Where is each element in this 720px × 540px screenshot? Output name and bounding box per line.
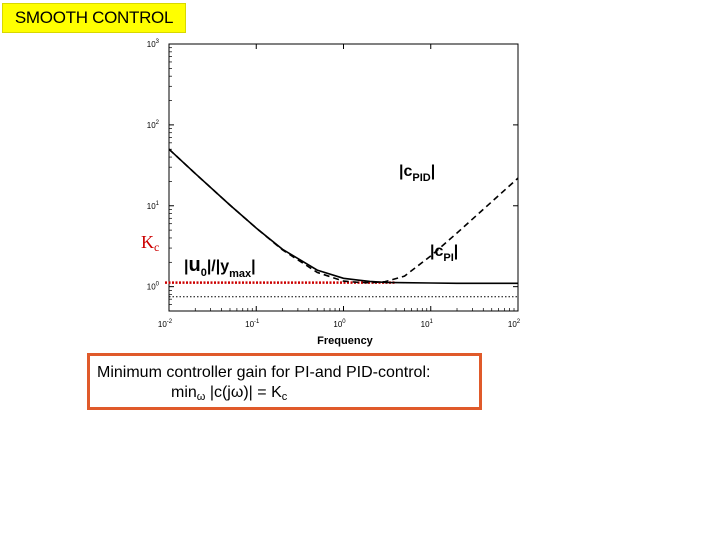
slide-title: SMOOTH CONTROL	[2, 3, 186, 33]
caption-box	[87, 353, 482, 410]
x-axis-label: Frequency	[317, 335, 373, 347]
x-tick-label-2: $10^0$	[333, 319, 346, 329]
x-tick-label-1: $10^{-1}$	[245, 319, 260, 329]
cpi-label-sub: PI	[443, 252, 454, 264]
axis-ticks	[147, 39, 521, 329]
x-tick-label-3: $10^1$	[420, 319, 433, 329]
u0-label-main: u	[188, 254, 201, 276]
x-tick-label-0: $10^{-2}$	[157, 319, 173, 329]
reference-lines	[165, 283, 518, 297]
cpid-label-sub: PID	[412, 172, 431, 184]
kc-label	[141, 232, 159, 254]
u0-ymax-label: $|u_0|/|y_{max}|$	[184, 254, 256, 280]
u0-label-sub: 0	[200, 267, 207, 279]
kc-label-sub: c	[154, 240, 160, 254]
cpi-label: $|c_{PI}|$	[430, 243, 459, 264]
y-tick-label-2: $10^2$	[146, 119, 159, 130]
x-tick-label-4: $10^2$	[507, 319, 521, 329]
kc-label-main: K	[141, 232, 154, 252]
cpid-label: $|c_{PID}|$	[399, 163, 436, 184]
caption-line-1: Minimum controller gain for PI-and PID-control:	[97, 364, 431, 381]
ymax-label-sub: max	[229, 268, 252, 280]
y-tick-label-0: $10^0$	[146, 281, 159, 292]
caption-line-2: $\min_\omega |c(j\omega)| = K_c$	[171, 384, 288, 403]
y-tick-label-3: $10^3$	[146, 39, 159, 49]
y-tick-label-1: $10^1$	[146, 200, 159, 211]
